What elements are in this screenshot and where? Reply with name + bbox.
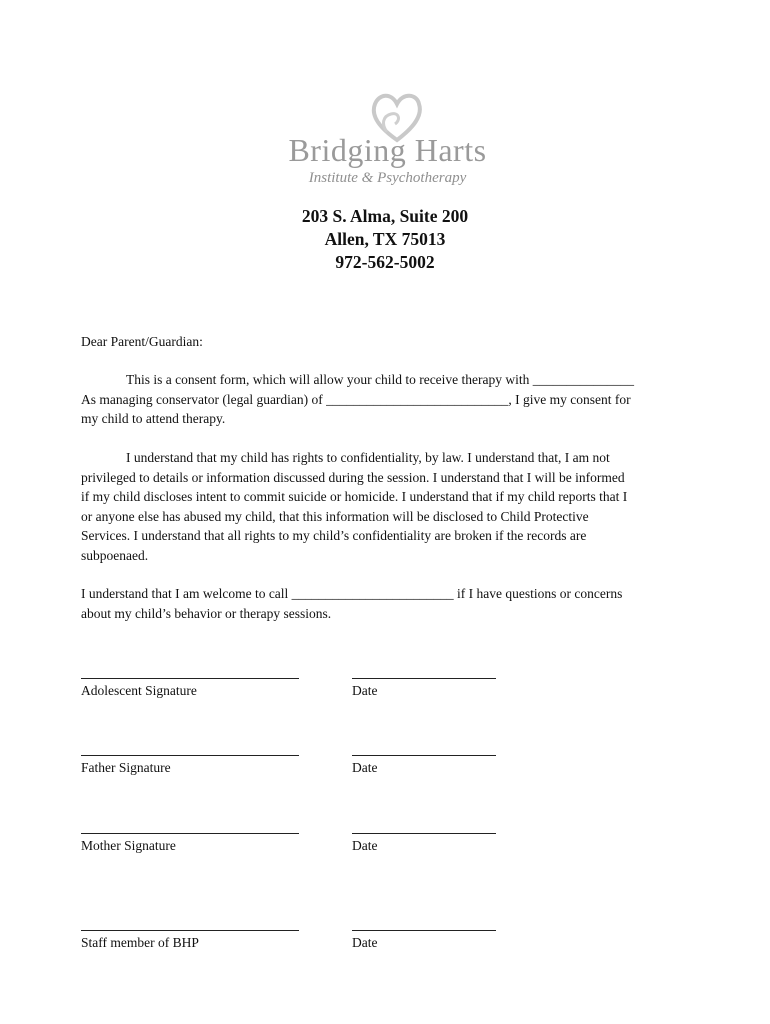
staff-signature-label: Staff member of BHP (81, 935, 199, 950)
paragraph-line: Services. I understand that all rights to my child’s confidentiality are broken if the records are (81, 528, 587, 543)
date-label: Date (352, 760, 378, 775)
paragraph-line: subpoenaed. (81, 547, 149, 563)
father-signature-label: Father Signature (81, 760, 171, 775)
paragraph-line: This is a consent form, which will allow your child to receive therapy with _______________ (126, 372, 635, 387)
signature-line[interactable] (81, 833, 299, 834)
paragraph-line: about my child’s behavior or therapy sessions. (81, 605, 332, 621)
paragraph-line: As managing conservator (legal guardian) of ___________________________, I give my consent for (81, 391, 631, 407)
date-line[interactable] (352, 755, 496, 756)
address-block (0, 205, 770, 274)
paragraph-line: I understand that my child has rights to confidentiality, by law. I understand that, I am not (126, 450, 610, 465)
address-line-1: 203 S. Alma, Suite 200 (301, 206, 469, 226)
paragraph-line: my child to attend therapy. (81, 411, 226, 426)
date-line[interactable] (352, 678, 496, 679)
address-line-2: Allen, TX 75013 (324, 229, 446, 249)
date-label: Date (352, 935, 378, 950)
date-label: Date (352, 683, 378, 698)
date-line[interactable] (352, 930, 496, 931)
adolescent-signature-label: Adolescent Signature (81, 683, 197, 698)
phone-number: 972-562-5002 (335, 252, 435, 272)
paragraph-line: if my child discloses intent to commit suicide or homicide. I understand that if my child reports that I (81, 489, 628, 504)
paragraph-line: or anyone else has abused my child, that this information will be disclosed to Child Protective (81, 508, 589, 524)
paragraph-contact (81, 584, 701, 623)
date-label: Date (352, 838, 378, 853)
mother-signature-label: Mother Signature (81, 838, 176, 853)
logo (275, 88, 500, 198)
paragraph-line: I understand that I am welcome to call ________________________ if I have questions or concerns (81, 586, 623, 601)
paragraph-therapy-consent (81, 370, 701, 429)
date-line[interactable] (352, 833, 496, 834)
paragraph-line: privileged to details or information discussed during the session. I understand that I will be informed (81, 469, 625, 485)
salutation: Dear Parent/Guardian: (81, 334, 203, 349)
signature-line[interactable] (81, 678, 299, 679)
logo-name: Bridging Harts (288, 132, 487, 168)
paragraph-confidentiality (81, 448, 701, 565)
signature-line[interactable] (81, 930, 299, 931)
logo-subtitle: Institute & Psychotherapy (308, 170, 467, 186)
signature-line[interactable] (81, 755, 299, 756)
